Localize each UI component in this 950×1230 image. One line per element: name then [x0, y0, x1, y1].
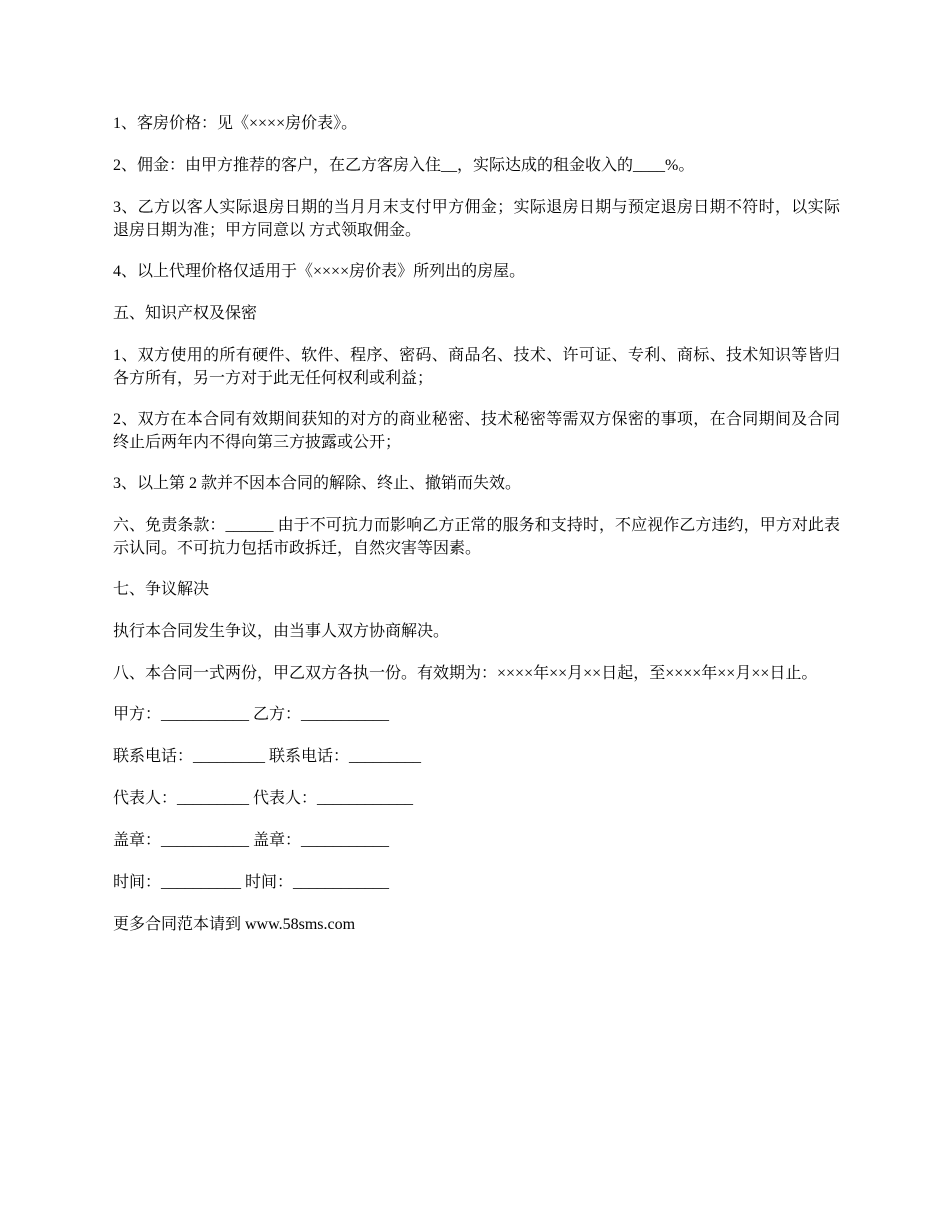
clause-survival: 3、以上第 2 款并不因本合同的解除、终止、撤销而失效。: [113, 475, 522, 492]
section-heading-dispute: 七、争议解决: [113, 581, 210, 598]
contract-document-body: [113, 112, 840, 955]
clause-dispute-resolution: 执行本合同发生争议，由当事人双方协商解决。: [113, 623, 450, 640]
signature-representative-line: 代表人：_________ 代表人：____________: [113, 790, 414, 807]
clause-price-scope: 4、以上代理价格仅适用于《××××房价表》所列出的房屋。: [113, 263, 526, 280]
clause-commission-payment: 3、乙方以客人实际退房日期的当月月末支付甲方佣金；实际退房日期与预定退房日期不符时，以实际退房日期为准；甲方同意以 方式领取佣金。: [113, 199, 840, 239]
signature-phone-line: 联系电话：_________ 联系电话：_________: [113, 748, 422, 765]
clause-commission: 2、佣金：由甲方推荐的客户，在乙方客房入住__，实际达成的租金收入的____%。: [113, 157, 695, 174]
clause-ip-ownership: 1、双方使用的所有硬件、软件、程序、密码、商品名、技术、许可证、专利、商标、技术知识等皆归各方所有，另一方对于此无任何权利或利益；: [113, 347, 840, 387]
section-heading-ip-confidentiality: 五、知识产权及保密: [113, 305, 258, 322]
clause-copies-validity: 八、本合同一式两份，甲乙双方各执一份。有效期为：××××年××月××日起，至××××年××月××日止。: [113, 665, 818, 682]
signature-seal-line: 盖章：___________ 盖章：___________: [113, 832, 390, 849]
clause-confidentiality: 2、双方在本合同有效期间获知的对方的商业秘密、技术秘密等需双方保密的事项，在合同期间及合同终止后两年内不得向第三方披露或公开；: [113, 411, 840, 451]
signature-party-line: 甲方：___________ 乙方：___________: [113, 706, 390, 723]
clause-room-price: 1、客房价格：见《××××房价表》。: [113, 115, 358, 132]
clause-force-majeure: 六、免责条款：______ 由于不可抗力而影响乙方正常的服务和支持时，不应视作乙方违约，甲方对此表示认同。不可抗力包括市政拆迁，自然灾害等因素。: [113, 517, 840, 557]
signature-date-line: 时间：__________ 时间：____________: [113, 874, 390, 891]
footer-more-templates: 更多合同范本请到 www.58sms.com: [113, 916, 356, 933]
